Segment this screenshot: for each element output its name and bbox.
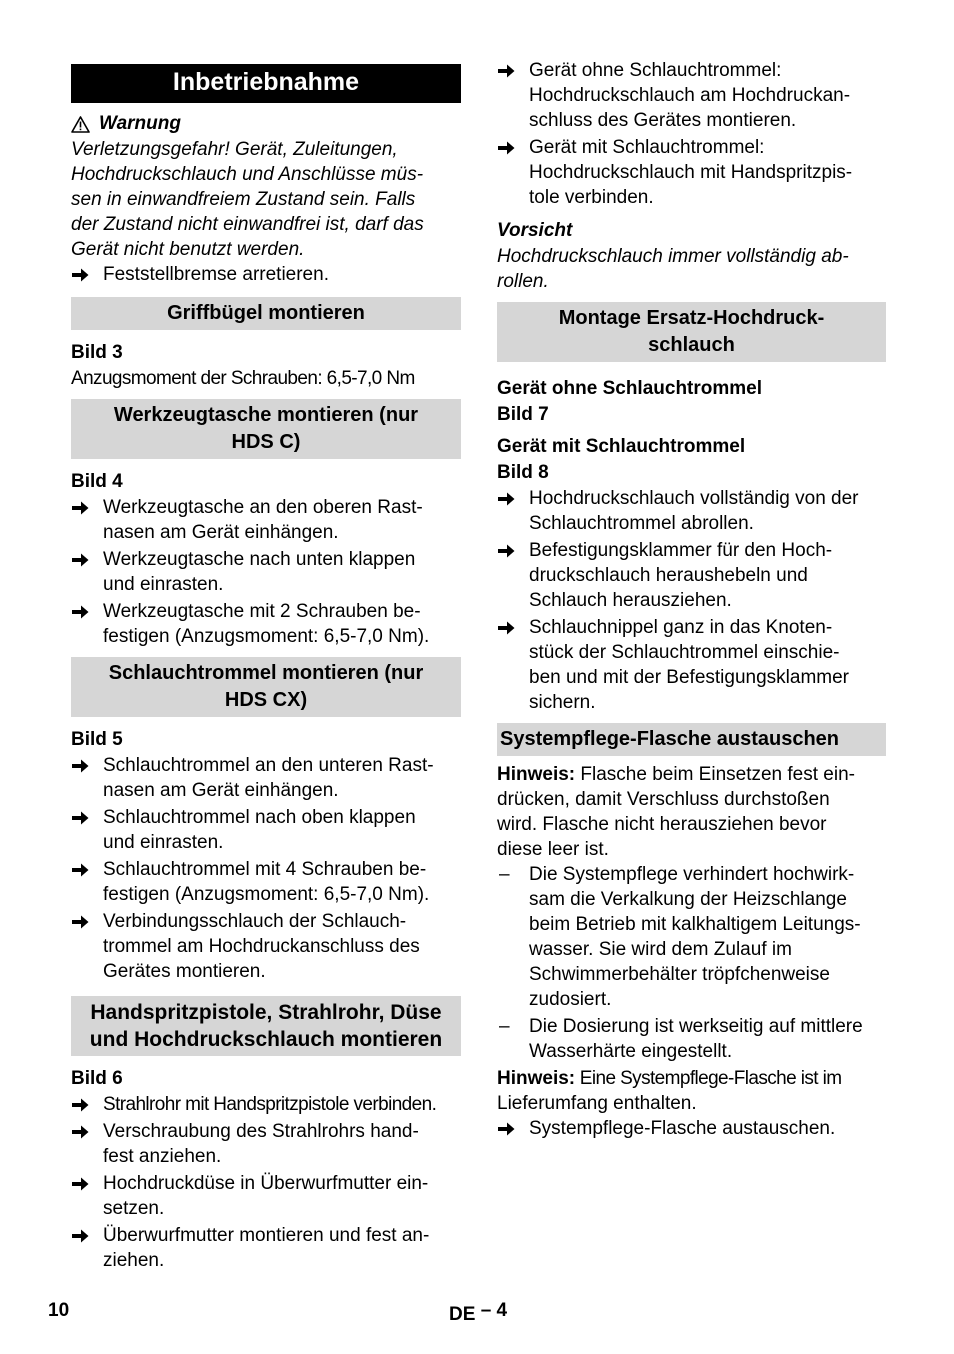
step-text: Hochdruckschlauch am Hochdruckan- xyxy=(529,85,851,106)
step-text: Hochdruckschlauch mit Handspritzpis- xyxy=(529,162,853,183)
footer-language xyxy=(449,1298,507,1327)
figure-ref: Bild 4 xyxy=(71,471,123,492)
step-text: Werkzeugtasche an den oberen Rast- xyxy=(103,497,423,518)
step-text: Hochdruckdüse in Überwurfmutter ein- xyxy=(103,1173,429,1194)
note-text xyxy=(497,762,886,862)
step-text: sichern. xyxy=(529,692,596,713)
step-item xyxy=(497,615,886,715)
subheading-ohne: Gerät ohne Schlauchtrommel xyxy=(497,378,763,399)
step-text: stück der Schlauchtrommel einschie- xyxy=(529,642,840,663)
step-item xyxy=(497,486,886,536)
step-item xyxy=(71,753,461,803)
section-heading-text: Griffbügel montieren xyxy=(167,302,365,324)
montage-steps xyxy=(497,486,886,715)
step-item xyxy=(497,1116,886,1141)
section-heading-text: Handspritzpistole, Strahlrohr, Düse xyxy=(90,1001,442,1024)
step-text: Schlauch herausziehen. xyxy=(529,590,732,611)
step-item xyxy=(71,599,461,649)
werkzeug-steps xyxy=(71,495,461,649)
dash-marker: – xyxy=(499,1016,510,1037)
warning-text xyxy=(71,137,461,262)
step-text: schluss des Gerätes montieren. xyxy=(529,110,797,131)
warning-icon xyxy=(71,116,90,133)
step-text: Schlauchtrommel mit 4 Schrauben be- xyxy=(103,859,427,880)
figure-ref: Bild 3 xyxy=(71,342,123,363)
footer-dash: – xyxy=(480,1300,492,1321)
item-text: beim Betrieb mit kalkhaltigem Leitungs- xyxy=(529,914,861,935)
step-item xyxy=(71,495,461,545)
step-item xyxy=(71,547,461,597)
step-item xyxy=(497,58,886,133)
step-text: ben und mit der Befestigungsklammer xyxy=(529,667,849,688)
note-line xyxy=(497,1066,886,1091)
step-item xyxy=(71,857,461,907)
right-column xyxy=(497,58,886,1143)
top-steps xyxy=(497,58,886,210)
step-text: Hochdruckschlauch vollständig von der xyxy=(529,488,859,509)
dash-list xyxy=(497,862,886,1064)
caution-line: rollen. xyxy=(497,271,549,292)
step-text: setzen. xyxy=(103,1198,165,1219)
section-heading-handspritzpistole xyxy=(71,996,461,1056)
step-text: Gerätes montieren. xyxy=(103,961,266,982)
warning-line: sen in einwandfreiem Zustand sein. Falls xyxy=(71,189,416,210)
section-title: Inbetriebnahme xyxy=(71,64,461,103)
note-line: drücken, damit Verschluss durchstoßen xyxy=(497,789,830,810)
step-item xyxy=(71,909,461,984)
warning-line: Hochdruckschlauch und Anschlüsse müs- xyxy=(71,164,424,185)
section-heading-text: Systempflege-Flasche austauschen xyxy=(500,728,840,750)
dash-item xyxy=(497,1014,886,1064)
caution-line: Hochdruckschlauch immer vollständig ab- xyxy=(497,246,849,267)
torque-text: Anzugsmoment der Schrauben: 6,5-7,0 Nm xyxy=(71,368,415,389)
language-code: DE xyxy=(449,1304,476,1325)
step-text: Befestigungsklammer für den Hoch- xyxy=(529,540,833,561)
note-line: Lieferumfang enthalten. xyxy=(497,1093,697,1114)
step-text: Strahlrohr mit Handspritzpistole verbinden. xyxy=(103,1094,437,1115)
item-text: zudosiert. xyxy=(529,989,612,1010)
warning-line: Verletzungsgefahr! Gerät, Zuleitungen, xyxy=(71,139,398,160)
note-line-text: Flasche beim Einsetzen fest ein- xyxy=(575,764,855,785)
warning-heading xyxy=(71,111,461,137)
step-item xyxy=(71,1171,461,1221)
note-text xyxy=(497,1066,886,1116)
figure-ref: Bild 8 xyxy=(497,462,549,483)
hand-steps xyxy=(71,1092,461,1273)
section-heading-text: schlauch xyxy=(648,334,735,356)
step-text: Verschraubung des Strahlrohrs hand- xyxy=(103,1121,419,1142)
step-text: Werkzeugtasche mit 2 Schrauben be- xyxy=(103,601,421,622)
step-text: nasen am Gerät einhängen. xyxy=(103,522,339,543)
sub-page-number: 4 xyxy=(496,1300,508,1321)
step-text: und einrasten. xyxy=(103,574,224,595)
step-text: Feststellbremse arretieren. xyxy=(103,264,329,285)
item-text: Schwimmerbehälter tröpfchenweise xyxy=(529,964,830,985)
step-text: Werkzeugtasche nach unten klappen xyxy=(103,549,416,570)
subheading-mit: Gerät mit Schlauchtrommel xyxy=(497,436,746,457)
dash-item xyxy=(497,862,886,1012)
step-text: tole verbinden. xyxy=(529,187,654,208)
item-text: Die Systempflege verhindert hochwirk- xyxy=(529,864,855,885)
step-item xyxy=(71,805,461,855)
figure-ref: Bild 6 xyxy=(71,1068,123,1089)
section-heading-text: HDS CX) xyxy=(224,689,308,711)
note-line: wird. Flasche nicht herausziehen bevor xyxy=(497,814,827,835)
step-text: Systempflege-Flasche austauschen. xyxy=(529,1118,836,1139)
note-label: Hinweis: xyxy=(497,1068,576,1089)
note-line: diese leer ist. xyxy=(497,839,609,860)
caution-heading: Vorsicht xyxy=(497,220,573,241)
step-text: druckschlauch heraushebeln und xyxy=(529,565,808,586)
step-text: Gerät ohne Schlauchtrommel: xyxy=(529,60,782,81)
item-text: Wasserhärte eingestellt. xyxy=(529,1041,733,1062)
section-heading-text: Schlauchtrommel montieren (nur xyxy=(108,662,424,684)
section-heading-text: HDS C) xyxy=(231,431,301,453)
caution-text xyxy=(497,244,886,294)
section-heading-montage xyxy=(497,302,886,362)
section-heading-systempflege xyxy=(497,723,886,756)
section-heading-schlauchtrommel xyxy=(71,657,461,717)
item-text: wasser. Sie wird dem Zulauf im xyxy=(529,939,792,960)
step-text: Schlauchnippel ganz in das Knoten- xyxy=(529,617,833,638)
warning-line: Gerät nicht benutzt werden. xyxy=(71,239,305,260)
section-heading-text: und Hochdruckschlauch montieren xyxy=(89,1028,443,1051)
step-text: festigen (Anzugsmoment: 6,5-7,0 Nm). xyxy=(103,884,430,905)
note-line-text: Eine Systempflege-Flasche ist im xyxy=(575,1068,842,1089)
item-text: sam die Verkalkung der Heizschlange xyxy=(529,889,847,910)
step-text: fest anziehen. xyxy=(103,1146,222,1167)
schlauch-steps xyxy=(71,753,461,984)
section-heading-text: Montage Ersatz-Hochdruck- xyxy=(558,307,825,329)
warning-label: Warnung xyxy=(99,113,181,134)
figure-ref: Bild 7 xyxy=(497,404,549,425)
section-heading-text: Werkzeugtasche montieren (nur xyxy=(113,404,419,426)
step-text: und einrasten. xyxy=(103,832,224,853)
dash-marker: – xyxy=(499,864,510,885)
item-text: Die Dosierung ist werkseitig auf mittlere xyxy=(529,1016,863,1037)
step-text: Schlauchtrommel abrollen. xyxy=(529,513,754,534)
step-text: nasen am Gerät einhängen. xyxy=(103,780,339,801)
section-heading-griff xyxy=(71,297,461,330)
step-text: festigen (Anzugsmoment: 6,5-7,0 Nm). xyxy=(103,626,430,647)
step-text: ziehen. xyxy=(103,1250,165,1271)
step-text: trommel am Hochdruckanschluss des xyxy=(103,936,420,957)
section-heading-werkzeug xyxy=(71,399,461,459)
page-number: 10 xyxy=(48,1300,70,1321)
step-item xyxy=(71,1119,461,1169)
step-text: Verbindungsschlauch der Schlauch- xyxy=(103,911,407,932)
step-item xyxy=(71,262,461,287)
step-item xyxy=(497,538,886,613)
step-text: Überwurfmutter montieren und fest an- xyxy=(103,1225,430,1246)
note-line xyxy=(497,762,886,787)
step-item xyxy=(71,1092,461,1117)
step-text: Schlauchtrommel an den unteren Rast- xyxy=(103,755,434,776)
step-text: Schlauchtrommel nach oben klappen xyxy=(103,807,416,828)
left-column xyxy=(71,58,461,1275)
step-item xyxy=(497,135,886,210)
warning-line: der Zustand nicht einwandfrei ist, darf das xyxy=(71,214,424,235)
note-label: Hinweis: xyxy=(497,764,576,785)
figure-ref: Bild 5 xyxy=(71,729,123,750)
step-item xyxy=(71,1223,461,1273)
step-text: Gerät mit Schlauchtrommel: xyxy=(529,137,765,158)
